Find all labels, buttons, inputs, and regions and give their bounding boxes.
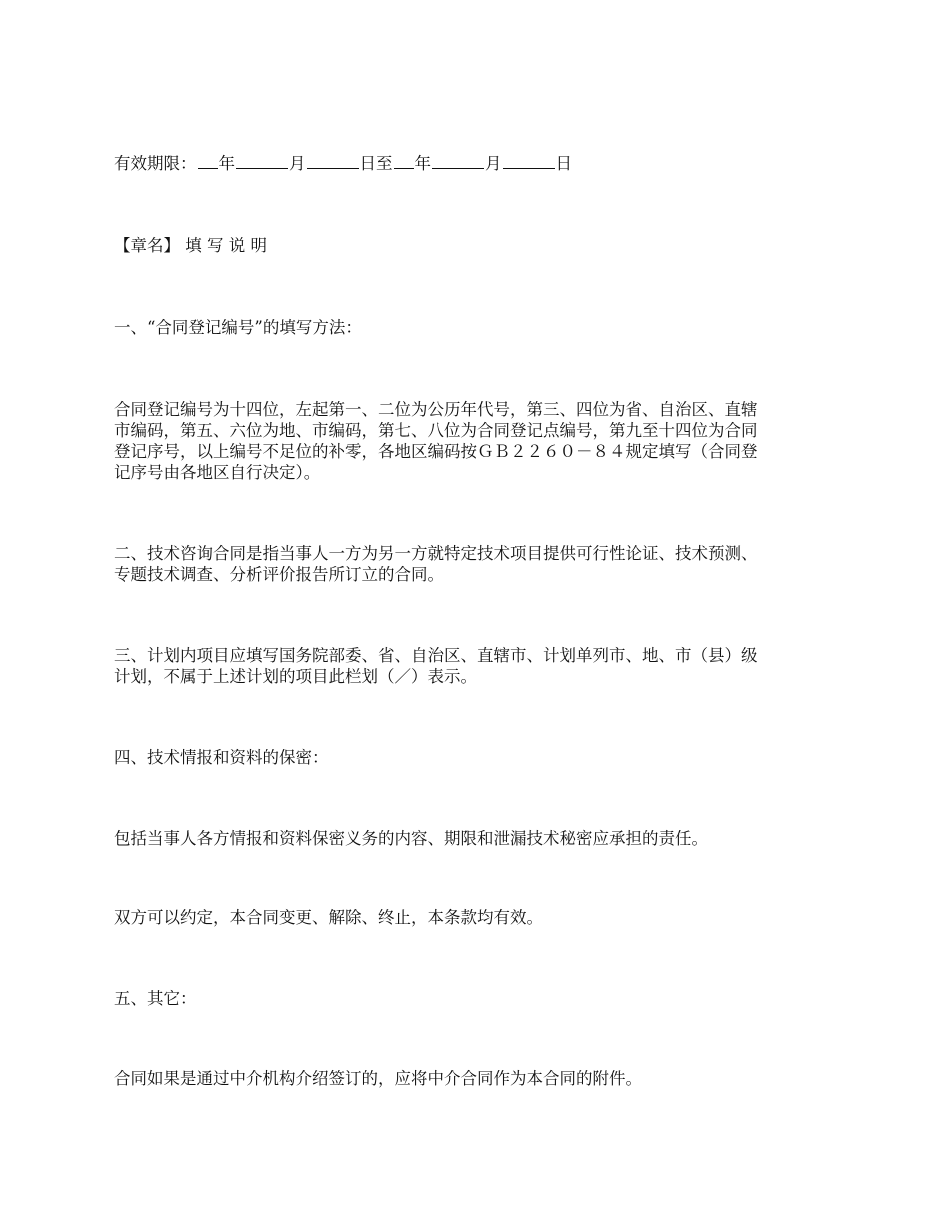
section-5-heading	[114, 988, 844, 1009]
day-blank-1	[307, 153, 359, 169]
day-text-1: 日至	[359, 154, 393, 173]
section-4-body-2-text: 双方可以约定，本合同变更、解除、终止，本条款均有效。	[114, 908, 543, 927]
section-4-body-2	[114, 907, 844, 928]
day-text-2: 日	[555, 154, 572, 173]
section-1-line-3: 登记序号，以上编号不足位的补零，各地区编码按ＧＢ２２６０－８４规定填写（合同登	[114, 442, 758, 461]
section-5-body-text: 合同如果是通过中介机构介绍签订的，应将中介合同作为本合同的附件。	[114, 1069, 642, 1088]
chapter-title: 填 写 说 明	[185, 236, 267, 255]
section-1-heading	[114, 317, 844, 338]
section-4-body-1-text: 包括当事人各方情报和资料保密义务的内容、期限和泄漏技术秘密应承担的责任。	[114, 829, 708, 848]
section-2-line-1: 二、技术咨询合同是指当事人一方为另一方就特定技术项目提供可行性论证、技术预测、	[114, 544, 758, 563]
month-text-2: 月	[485, 154, 502, 173]
section-1-body	[114, 399, 844, 483]
section-1-line-2: 市编码，第五、六位为地、市编码，第七、八位为合同登记点编号，第九至十四位为合同	[114, 421, 758, 440]
year-text-1: 年	[218, 154, 235, 173]
validity-line	[114, 153, 844, 174]
section-1-heading-text: 一、“合同登记编号”的填写方法：	[114, 318, 362, 337]
section-5-body	[114, 1068, 844, 1089]
day-blank-2	[503, 153, 555, 169]
section-3-line-1: 三、计划内项目应填写国务院部委、省、自治区、直辖市、计划单列市、地、市（县）级	[114, 646, 758, 665]
year-text-2: 年	[414, 154, 431, 173]
section-4-body-1	[114, 828, 844, 849]
year-blank-1	[198, 153, 218, 169]
section-1-line-4: 记序号由各地区自行决定）。	[114, 463, 321, 482]
month-blank-1	[236, 153, 288, 169]
chapter-tag: 【章名】	[114, 236, 180, 255]
chapter-heading	[114, 235, 844, 256]
section-2-line-2: 专题技术调查、分析评价报告所订立的合同。	[114, 565, 444, 584]
month-blank-2	[432, 153, 484, 169]
section-4-heading-text: 四、技术情报和资料的保密：	[114, 748, 329, 767]
section-5-heading-text: 五、其它：	[114, 989, 197, 1008]
year-blank-2	[394, 153, 414, 169]
section-2-body	[114, 543, 844, 585]
section-3-body	[114, 645, 844, 687]
month-text-1: 月	[289, 154, 306, 173]
section-3-line-2: 计划，不属于上述计划的项目此栏划（／）表示。	[114, 667, 477, 686]
section-4-heading	[114, 747, 844, 768]
validity-label: 有效期限：	[114, 154, 197, 173]
section-1-line-1: 合同登记编号为十四位，左起第一、二位为公历年代号，第三、四位为省、自治区、直辖	[114, 400, 758, 419]
